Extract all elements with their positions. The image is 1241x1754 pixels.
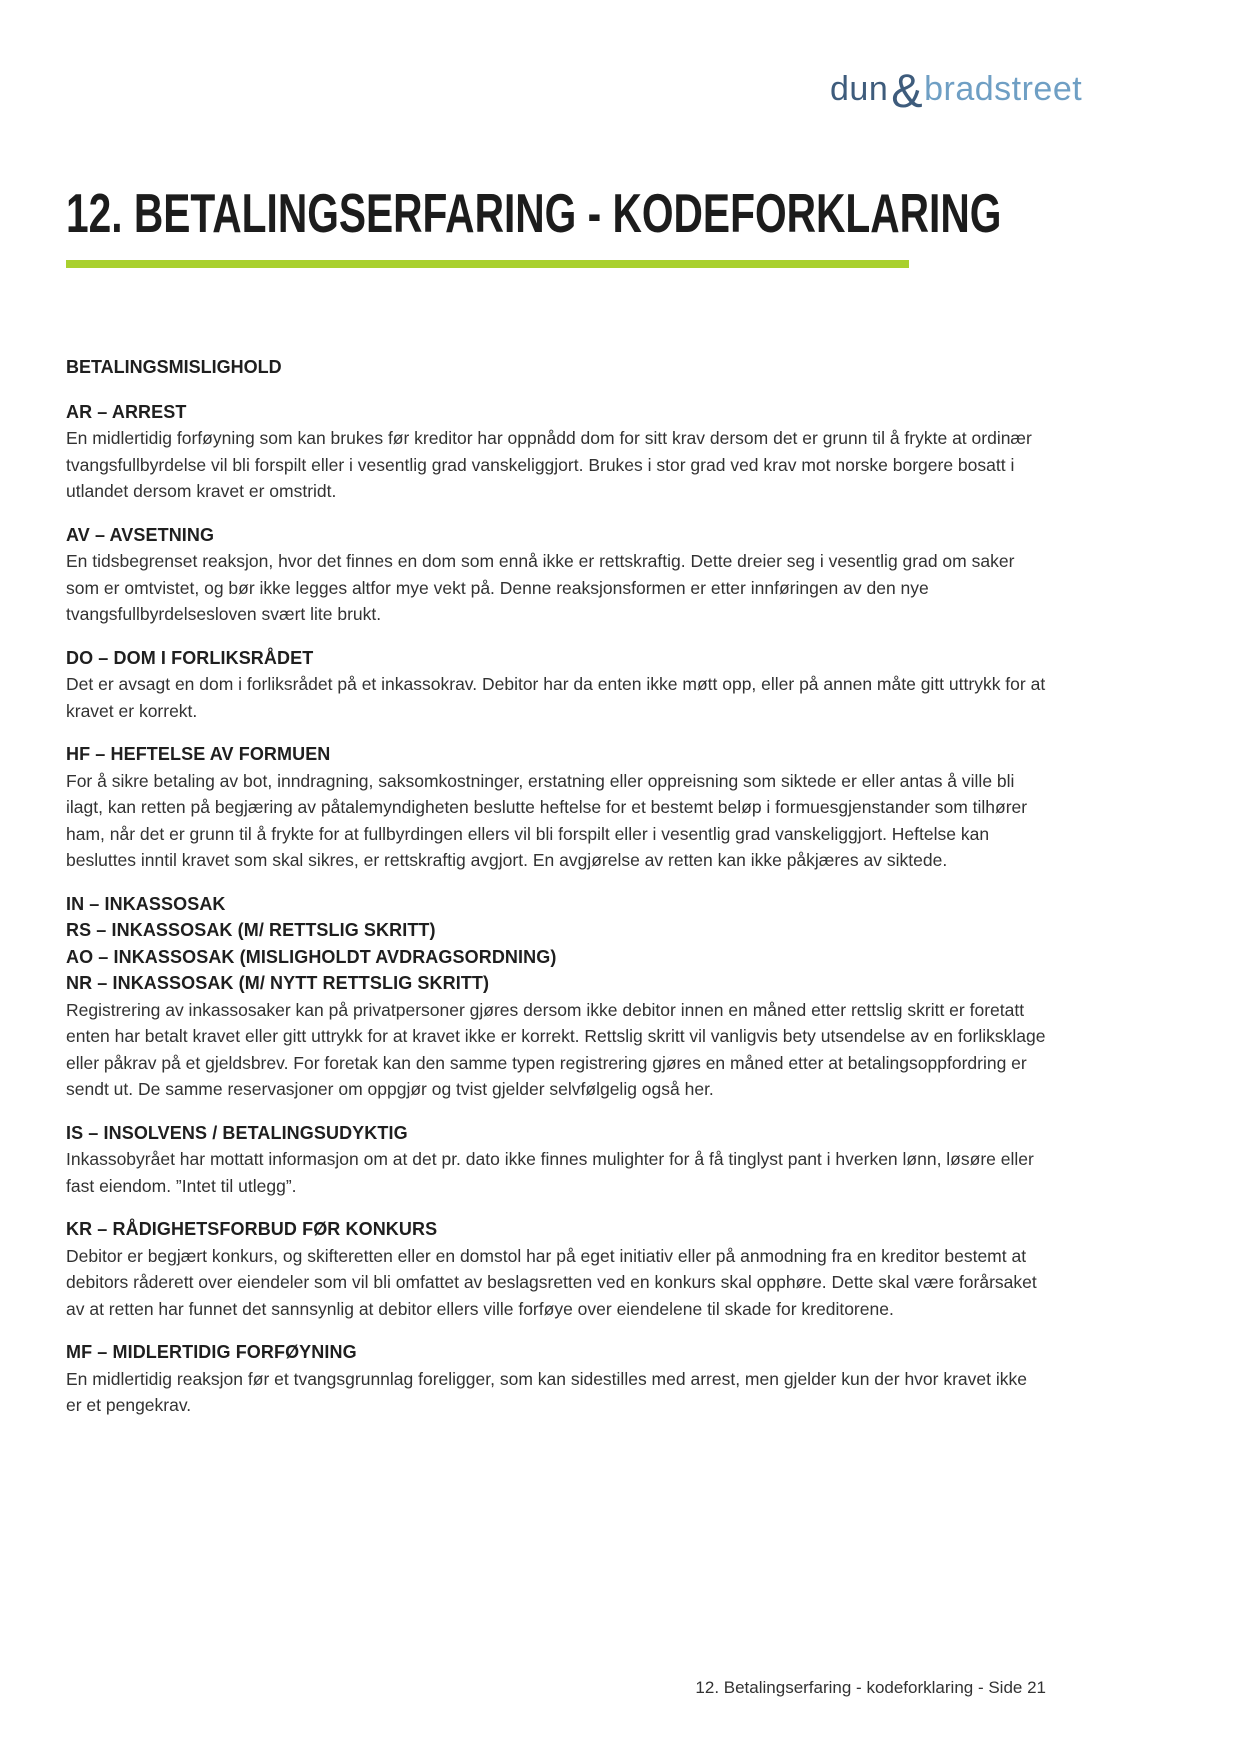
code-description: En midlertidig reaksjon før et tvangsgrunnlag foreligger, som kan sidestilles med arrest, men gjelder kun der hvor kravet ikke er et pengekrav. <box>66 1368 1027 1415</box>
code-section-hf <box>66 741 1046 874</box>
logo-dun-text: dun <box>830 70 889 108</box>
code-section-do <box>66 645 1046 725</box>
code-heading: KR – RÅDIGHETSFORBUD FØR KONKURS <box>66 1219 438 1239</box>
code-heading: AR – ARREST <box>66 401 187 422</box>
document-body <box>66 354 1046 1436</box>
code-heading: HF – HEFTELSE AV FORMUEN <box>66 744 331 764</box>
code-heading: DO – DOM I FORLIKSRÅDET <box>66 647 314 668</box>
code-heading: NR – INKASSOSAK (M/ NYTT RETTSLIG SKRITT) <box>66 973 490 993</box>
code-description: Registrering av inkassosaker kan på privatpersoner gjøres dersom ikke debitor innen en måned etter rettslig skritt er foretatt enten har betalt kravet eller gitt uttrykk for at kravet ikke er korrekt. Rettslig skritt vil vanligvis bety utsendelse av en forliksklage eller påkrav på et gjeldsbrev. For foretak kan den samme typen registrering gjøres en måned etter at betalingsoppfordring er sendt ut. De samme reservasjoner om oppgjør og tvist gjelder selvfølgelig også her. <box>66 999 1046 1099</box>
code-description: En midlertidig forføyning som kan brukes før kreditor har oppnådd dom for sitt krav dersom det er grunn til å frykte at ordinær tvangsfullbyrdelse vil bli forspilt eller i vesentlig grad vanskeliggjort. Brukes i stor grad ved krav mot norske borgere bosatt i utlandet dersom kravet er omstridt. <box>66 428 1032 501</box>
code-description: En tidsbegrenset reaksjon, hvor det finnes en dom som ennå ikke er rettskraftig. Dette dreier seg i vesentlig grad om saker som er omtvistet, og bør ikke legges altfor mye vekt på. Denne reaksjonsformen er etter innføringen av den nye tvangsfullbyrdelsesloven svært lite brukt. <box>66 551 1015 624</box>
code-description: For å sikre betaling av bot, inndragning, saksomkostninger, erstatning eller oppreisning som siktede er eller antas å ville bli ilagt, kan retten på begjæring av påtalemyndigheten beslutte heftelse for et bestemt beløp i formuesgjenstander som tilhører ham, når det er grunn til å frykte for at fullbyrdingen ellers vil bli forspilt eller i vesentlig grad vanskeliggjort. Heftelse kan besluttes inntil kravet som skal sikres, er rettskraftig avgjort. En avgjørelse av retten kan ikke påkjæres av siktede. <box>66 770 1028 870</box>
code-section-av <box>66 522 1046 628</box>
logo-ampersand-icon: & <box>891 64 924 117</box>
title-accent-rule <box>66 260 909 268</box>
code-section-inkasso <box>66 891 1046 1103</box>
code-section-ar <box>66 399 1046 505</box>
code-section-mf <box>66 1339 1046 1419</box>
page-title: 12. BETALINGSERFARING - KODEFORKLARING <box>66 182 1002 244</box>
logo-bradstreet-text: bradstreet <box>924 70 1083 108</box>
code-description: Inkassobyrået har mottatt informasjon om at det pr. dato ikke finnes mulighter for å få tinglyst pant i hverken lønn, løsøre eller fast eiendom. ”Intet til utlegg”. <box>66 1149 1034 1196</box>
company-logo <box>830 64 1083 117</box>
code-heading: AV – AVSETNING <box>66 524 215 545</box>
page-footer: 12. Betalingserfaring - kodeforklaring - Side 21 <box>695 1678 1046 1697</box>
code-heading: IS – INSOLVENS / BETALINGSUDYKTIG <box>66 1122 408 1143</box>
code-description: Debitor er begjært konkurs, og skifteretten eller en domstol har på eget initiativ eller på anmodning fra en kreditor bestemt at debitors råderett over eiendeler som vil bli omfattet av beslagsretten ved en konkurs skal opphøre. Dette skal være forårsaket av at retten har funnet det sannsynlig at debitor ellers ville forføye over eiendelene til skade for kreditorene. <box>66 1245 1037 1319</box>
code-section-is <box>66 1120 1046 1200</box>
code-heading: IN – INKASSOSAK <box>66 893 226 914</box>
code-section-kr <box>66 1216 1046 1322</box>
code-heading: AO – INKASSOSAK (MISLIGHOLDT AVDRAGSORDNING) <box>66 946 557 967</box>
code-heading: RS – INKASSOSAK (M/ RETTSLIG SKRITT) <box>66 920 436 940</box>
category-heading: BETALINGSMISLIGHOLD <box>66 357 282 377</box>
code-heading: MF – MIDLERTIDIG FORFØYNING <box>66 1342 357 1362</box>
code-description: Det er avsagt en dom i forliksrådet på et inkassokrav. Debitor har da enten ikke møtt opp, eller på annen måte gitt uttrykk for at kravet er korrekt. <box>66 674 1046 721</box>
